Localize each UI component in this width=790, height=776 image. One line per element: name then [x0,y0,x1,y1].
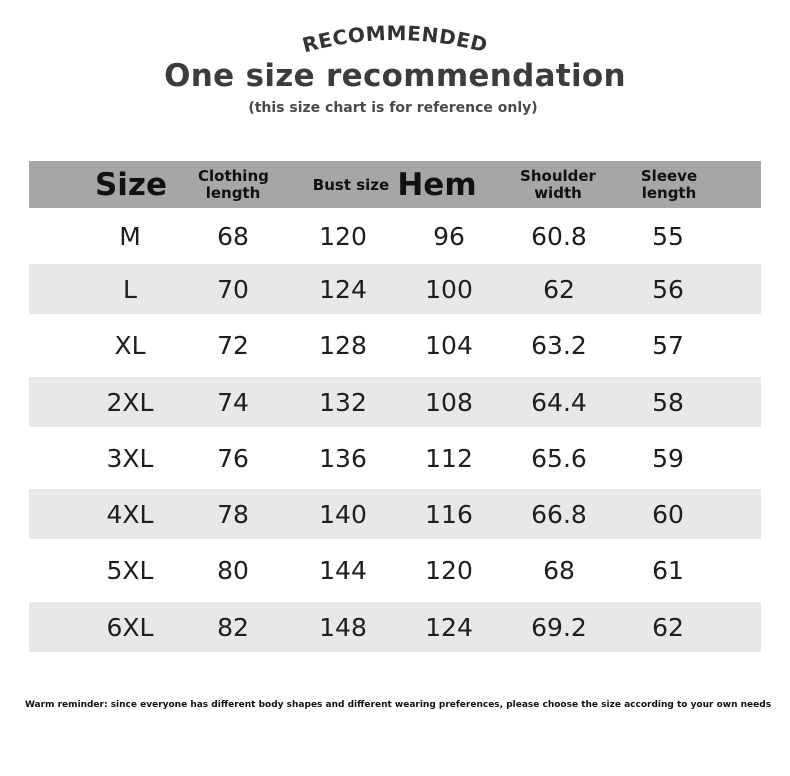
table-row [29,427,761,489]
recommended-arc [265,22,525,62]
table-cell-size: 2XL [106,387,154,417]
table-row [29,602,761,652]
column-header-shoulder-width [499,161,617,208]
table-cell-clothing-length: 80 [217,556,249,585]
table-header-row [29,161,761,208]
table-cell-hem: 124 [425,612,473,642]
svg-text:RECOMMENDED [300,22,490,57]
table-row [29,264,761,314]
table-cell-clothing-length: 70 [217,274,249,304]
table-cell-shoulder-width: 64.4 [531,387,587,417]
table-cell-sleeve-length: 56 [652,274,684,304]
table-cell-shoulder-width: 68 [543,556,575,585]
table-cell-clothing-length: 74 [217,387,249,417]
table-cell-hem: 96 [433,221,465,251]
table-cell-clothing-length: 82 [217,612,249,642]
table-cell-size: 3XL [106,443,154,473]
table-cell-clothing-length: 78 [217,499,249,529]
table-cell-hem: 104 [425,331,473,360]
table-cell-hem: 108 [425,387,473,417]
table-cell-bust-size: 148 [319,612,367,642]
warm-reminder-note: Warm reminder: since everyone has different body shapes and different wearing preferences, please choose the size according to your own needs [24,700,772,710]
table-row [29,377,761,427]
column-header-clothing-length [179,161,287,208]
table-cell-shoulder-width: 65.6 [531,443,587,473]
table-cell-size: XL [114,331,146,360]
table-cell-clothing-length: 72 [217,331,249,360]
table-cell-clothing-length: 76 [217,443,249,473]
table-row [29,314,761,377]
table-cell-sleeve-length: 57 [652,331,684,360]
table-cell-shoulder-width: 69.2 [531,612,587,642]
page-title: One size recommendation [164,58,626,94]
table-cell-hem: 116 [425,499,473,529]
table-cell-hem: 100 [425,274,473,304]
column-header-bust-size: Bust size [312,175,390,194]
table-cell-clothing-length: 68 [217,221,249,251]
table-cell-sleeve-length: 58 [652,387,684,417]
table-cell-sleeve-length: 62 [652,612,684,642]
table-row [29,208,761,264]
table-cell-sleeve-length: 55 [652,221,684,251]
table-cell-bust-size: 128 [319,331,367,360]
table-cell-bust-size: 140 [319,499,367,529]
table-cell-shoulder-width: 62 [543,274,575,304]
table-cell-shoulder-width: 66.8 [531,499,587,529]
column-header-label: Shoulder width [520,166,596,202]
table-cell-bust-size: 136 [319,443,367,473]
table-cell-bust-size: 132 [319,387,367,417]
table-cell-size: 5XL [106,556,154,585]
table-row [29,489,761,539]
column-header-sleeve-length [619,161,719,208]
column-header-label: Sleeve length [640,166,698,202]
table-row [29,539,761,602]
table-cell-bust-size: 120 [319,221,367,251]
table-cell-shoulder-width: 63.2 [531,331,587,360]
badge-label: RECOMMENDED [299,22,491,58]
table-cell-size: 6XL [106,612,154,642]
table-cell-size: 4XL [106,499,154,529]
column-header-size: Size [94,166,168,203]
table-cell-size: L [123,274,137,304]
table-cell-sleeve-length: 60 [652,499,684,529]
column-header-label: Clothing length [198,166,269,202]
recommended-badge [0,22,790,62]
column-header-hem: Hem [397,166,477,203]
page-subtitle: (this size chart is for reference only) [248,100,538,116]
table-cell-hem: 112 [425,443,473,473]
table-cell-bust-size: 144 [319,556,367,585]
table-cell-hem: 120 [425,556,473,585]
table-cell-bust-size: 124 [319,274,367,304]
table-cell-sleeve-length: 61 [652,556,684,585]
table-cell-sleeve-length: 59 [652,443,684,473]
table-cell-size: M [119,221,141,251]
table-cell-shoulder-width: 60.8 [531,221,587,251]
size-table [29,161,761,652]
